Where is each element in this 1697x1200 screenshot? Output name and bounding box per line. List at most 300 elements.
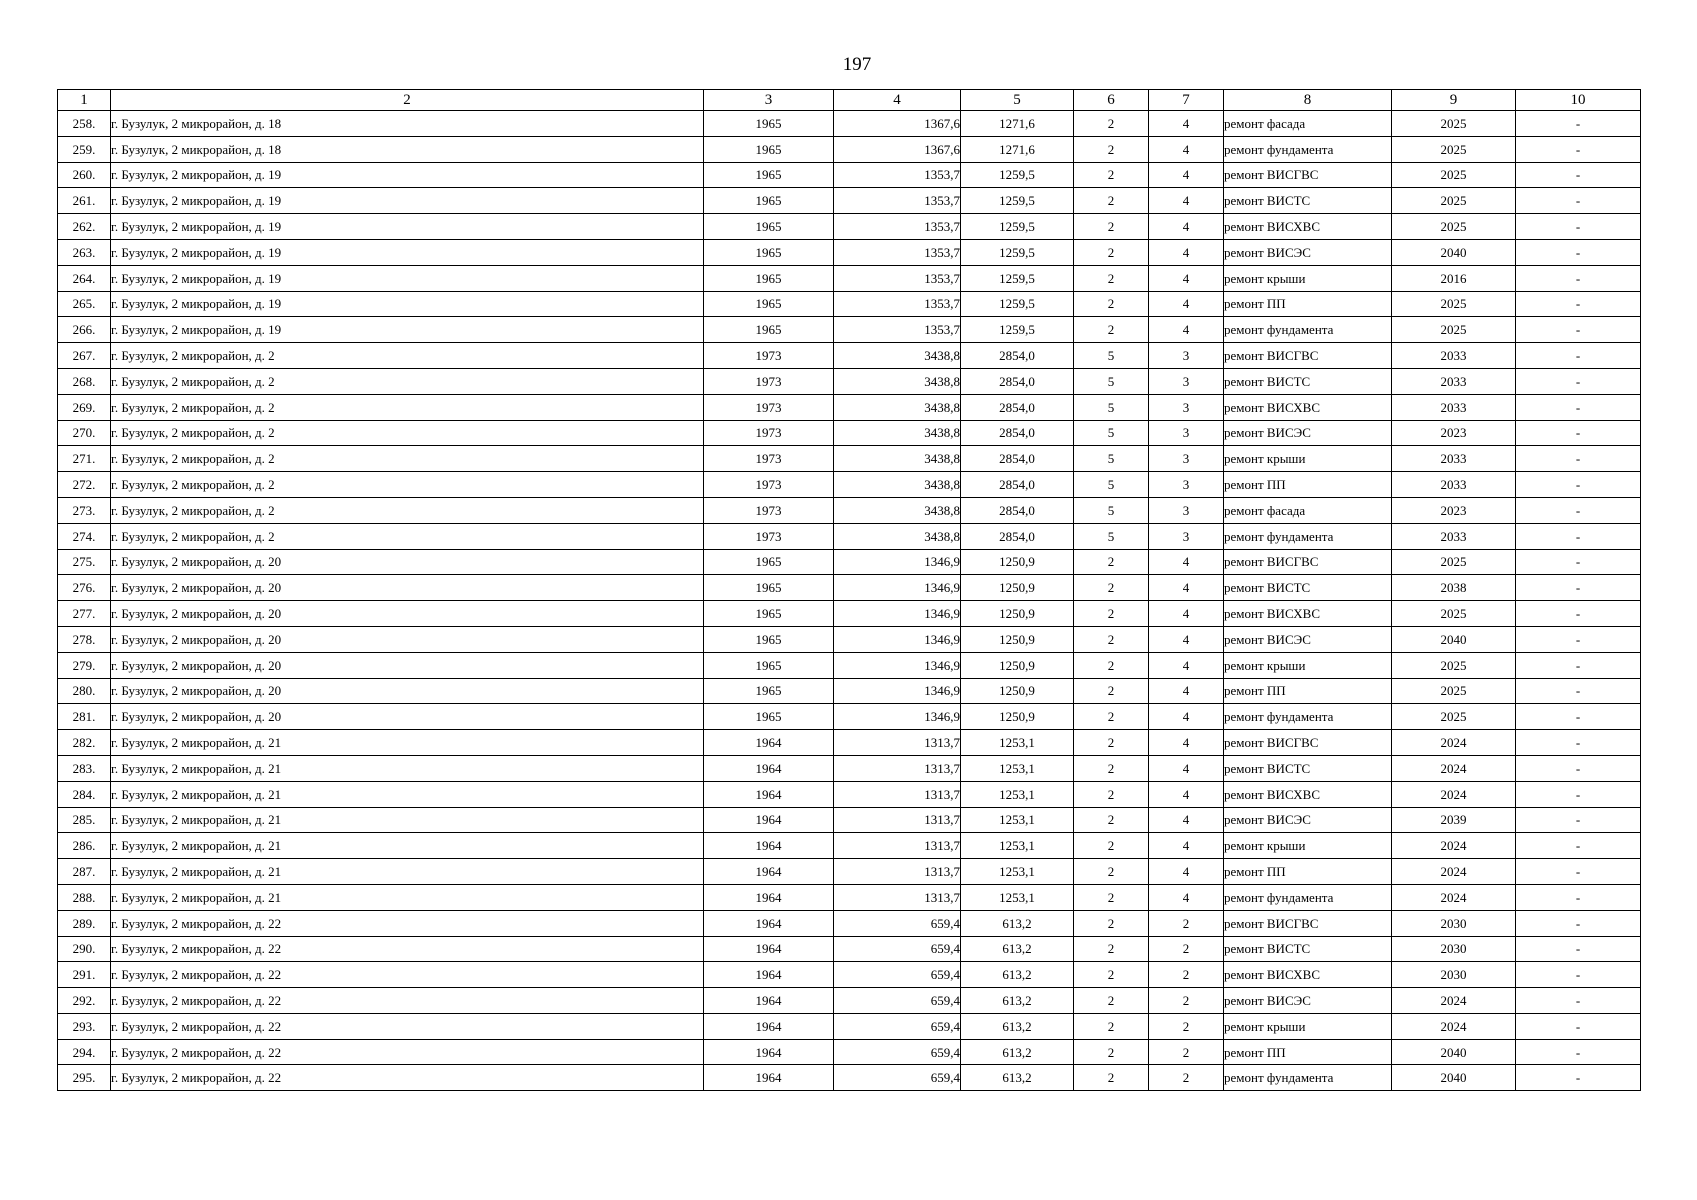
work-type-cell: ремонт ВИСЭС	[1224, 626, 1392, 652]
row-number-cell: 283.	[58, 755, 111, 781]
address-cell: г. Бузулук, 2 микрорайон, д. 20	[111, 626, 704, 652]
year-cell: 1965	[704, 549, 834, 575]
living-area-cell: 1259,5	[961, 317, 1074, 343]
note-cell: -	[1516, 807, 1641, 833]
address-cell: г. Бузулук, 2 микрорайон, д. 22	[111, 910, 704, 936]
note-cell: -	[1516, 1013, 1641, 1039]
total-area-cell: 1313,7	[834, 781, 961, 807]
address-cell: г. Бузулук, 2 микрорайон, д. 2	[111, 497, 704, 523]
floors-cell: 2	[1074, 188, 1149, 214]
table-row	[58, 730, 1641, 756]
year-cell: 1964	[704, 755, 834, 781]
total-area-cell: 3438,8	[834, 446, 961, 472]
year-cell: 1965	[704, 652, 834, 678]
work-type-cell: ремонт ВИСГВС	[1224, 910, 1392, 936]
row-number-cell: 293.	[58, 1013, 111, 1039]
total-area-cell: 1313,7	[834, 807, 961, 833]
planned-year-cell: 2025	[1392, 704, 1516, 730]
planned-year-cell: 2033	[1392, 446, 1516, 472]
total-area-cell: 3438,8	[834, 394, 961, 420]
year-cell: 1965	[704, 575, 834, 601]
total-area-cell: 1346,9	[834, 626, 961, 652]
floors-cell: 2	[1074, 291, 1149, 317]
planned-year-cell: 2023	[1392, 420, 1516, 446]
planned-year-cell: 2033	[1392, 523, 1516, 549]
table-row	[58, 1039, 1641, 1065]
living-area-cell: 1271,6	[961, 136, 1074, 162]
work-type-cell: ремонт ВИСТС	[1224, 368, 1392, 394]
living-area-cell: 1253,1	[961, 884, 1074, 910]
living-area-cell: 1250,9	[961, 601, 1074, 627]
living-area-cell: 1253,1	[961, 807, 1074, 833]
planned-year-cell: 2024	[1392, 781, 1516, 807]
address-cell: г. Бузулук, 2 микрорайон, д. 22	[111, 988, 704, 1014]
address-cell: г. Бузулук, 2 микрорайон, д. 22	[111, 936, 704, 962]
year-cell: 1965	[704, 265, 834, 291]
table-header-row	[58, 90, 1641, 111]
living-area-cell: 613,2	[961, 1039, 1074, 1065]
address-cell: г. Бузулук, 2 микрорайон, д. 21	[111, 755, 704, 781]
entrances-cell: 3	[1149, 446, 1224, 472]
year-cell: 1973	[704, 523, 834, 549]
entrances-cell: 2	[1149, 936, 1224, 962]
living-area-cell: 1253,1	[961, 859, 1074, 885]
living-area-cell: 1259,5	[961, 265, 1074, 291]
entrances-cell: 4	[1149, 136, 1224, 162]
planned-year-cell: 2016	[1392, 265, 1516, 291]
work-type-cell: ремонт ВИСЭС	[1224, 239, 1392, 265]
table-row	[58, 601, 1641, 627]
work-type-cell: ремонт фундамента	[1224, 523, 1392, 549]
year-cell: 1965	[704, 188, 834, 214]
note-cell: -	[1516, 936, 1641, 962]
total-area-cell: 1367,6	[834, 136, 961, 162]
year-cell: 1973	[704, 368, 834, 394]
note-cell: -	[1516, 343, 1641, 369]
work-type-cell: ремонт ВИСЭС	[1224, 807, 1392, 833]
floors-cell: 2	[1074, 575, 1149, 601]
floors-cell: 5	[1074, 394, 1149, 420]
work-type-cell: ремонт ПП	[1224, 291, 1392, 317]
total-area-cell: 659,4	[834, 962, 961, 988]
work-type-cell: ремонт ВИСТС	[1224, 188, 1392, 214]
address-cell: г. Бузулук, 2 микрорайон, д. 22	[111, 962, 704, 988]
row-number-cell: 264.	[58, 265, 111, 291]
living-area-cell: 613,2	[961, 988, 1074, 1014]
floors-cell: 2	[1074, 910, 1149, 936]
entrances-cell: 4	[1149, 755, 1224, 781]
living-area-cell: 1259,5	[961, 162, 1074, 188]
table-row	[58, 111, 1641, 137]
living-area-cell: 2854,0	[961, 343, 1074, 369]
row-number-cell: 282.	[58, 730, 111, 756]
table-row	[58, 884, 1641, 910]
address-cell: г. Бузулук, 2 микрорайон, д. 20	[111, 601, 704, 627]
floors-cell: 2	[1074, 988, 1149, 1014]
entrances-cell: 4	[1149, 239, 1224, 265]
entrances-cell: 4	[1149, 652, 1224, 678]
row-number-cell: 277.	[58, 601, 111, 627]
total-area-cell: 1346,9	[834, 678, 961, 704]
planned-year-cell: 2024	[1392, 884, 1516, 910]
total-area-cell: 659,4	[834, 1013, 961, 1039]
address-cell: г. Бузулук, 2 микрорайон, д. 21	[111, 730, 704, 756]
year-cell: 1964	[704, 859, 834, 885]
address-cell: г. Бузулук, 2 микрорайон, д. 19	[111, 265, 704, 291]
work-type-cell: ремонт ВИСГВС	[1224, 549, 1392, 575]
address-cell: г. Бузулук, 2 микрорайон, д. 18	[111, 111, 704, 137]
table-row	[58, 704, 1641, 730]
year-cell: 1964	[704, 1039, 834, 1065]
row-number-cell: 262.	[58, 214, 111, 240]
planned-year-cell: 2033	[1392, 394, 1516, 420]
year-cell: 1965	[704, 704, 834, 730]
planned-year-cell: 2023	[1392, 497, 1516, 523]
floors-cell: 2	[1074, 626, 1149, 652]
total-area-cell: 1346,9	[834, 549, 961, 575]
planned-year-cell: 2033	[1392, 368, 1516, 394]
floors-cell: 5	[1074, 446, 1149, 472]
address-cell: г. Бузулук, 2 микрорайон, д. 2	[111, 446, 704, 472]
year-cell: 1965	[704, 601, 834, 627]
row-number-cell: 290.	[58, 936, 111, 962]
living-area-cell: 613,2	[961, 962, 1074, 988]
address-cell: г. Бузулук, 2 микрорайон, д. 19	[111, 214, 704, 240]
note-cell: -	[1516, 523, 1641, 549]
year-cell: 1964	[704, 936, 834, 962]
work-type-cell: ремонт крыши	[1224, 652, 1392, 678]
address-cell: г. Бузулук, 2 микрорайон, д. 20	[111, 678, 704, 704]
planned-year-cell: 2025	[1392, 111, 1516, 137]
planned-year-cell: 2033	[1392, 472, 1516, 498]
living-area-cell: 613,2	[961, 1013, 1074, 1039]
total-area-cell: 1353,7	[834, 239, 961, 265]
note-cell: -	[1516, 730, 1641, 756]
floors-cell: 5	[1074, 368, 1149, 394]
entrances-cell: 4	[1149, 188, 1224, 214]
work-type-cell: ремонт ВИСЭС	[1224, 420, 1392, 446]
work-type-cell: ремонт ВИСТС	[1224, 575, 1392, 601]
total-area-cell: 659,4	[834, 988, 961, 1014]
table-row	[58, 188, 1641, 214]
planned-year-cell: 2040	[1392, 239, 1516, 265]
table-row	[58, 549, 1641, 575]
planned-year-cell: 2025	[1392, 317, 1516, 343]
table-row	[58, 1065, 1641, 1091]
floors-cell: 2	[1074, 704, 1149, 730]
floors-cell: 2	[1074, 317, 1149, 343]
planned-year-cell: 2024	[1392, 833, 1516, 859]
living-area-cell: 1253,1	[961, 755, 1074, 781]
address-cell: г. Бузулук, 2 микрорайон, д. 22	[111, 1013, 704, 1039]
year-cell: 1973	[704, 420, 834, 446]
entrances-cell: 4	[1149, 549, 1224, 575]
column-header: 7	[1149, 90, 1224, 111]
column-header: 10	[1516, 90, 1641, 111]
column-header: 8	[1224, 90, 1392, 111]
year-cell: 1965	[704, 111, 834, 137]
table-row	[58, 368, 1641, 394]
entrances-cell: 4	[1149, 678, 1224, 704]
row-number-cell: 272.	[58, 472, 111, 498]
note-cell: -	[1516, 394, 1641, 420]
note-cell: -	[1516, 652, 1641, 678]
row-number-cell: 269.	[58, 394, 111, 420]
planned-year-cell: 2040	[1392, 1039, 1516, 1065]
entrances-cell: 4	[1149, 111, 1224, 137]
work-type-cell: ремонт ВИСГВС	[1224, 162, 1392, 188]
row-number-cell: 278.	[58, 626, 111, 652]
floors-cell: 2	[1074, 755, 1149, 781]
planned-year-cell: 2024	[1392, 859, 1516, 885]
note-cell: -	[1516, 136, 1641, 162]
floors-cell: 2	[1074, 833, 1149, 859]
year-cell: 1964	[704, 988, 834, 1014]
note-cell: -	[1516, 704, 1641, 730]
table-row	[58, 807, 1641, 833]
address-cell: г. Бузулук, 2 микрорайон, д. 19	[111, 317, 704, 343]
floors-cell: 2	[1074, 1039, 1149, 1065]
entrances-cell: 2	[1149, 962, 1224, 988]
floors-cell: 2	[1074, 1065, 1149, 1091]
work-type-cell: ремонт фасада	[1224, 497, 1392, 523]
column-header: 6	[1074, 90, 1149, 111]
work-type-cell: ремонт фасада	[1224, 111, 1392, 137]
entrances-cell: 4	[1149, 317, 1224, 343]
table-row	[58, 472, 1641, 498]
total-area-cell: 1313,7	[834, 730, 961, 756]
row-number-cell: 261.	[58, 188, 111, 214]
floors-cell: 2	[1074, 807, 1149, 833]
year-cell: 1965	[704, 239, 834, 265]
work-type-cell: ремонт ПП	[1224, 1039, 1392, 1065]
year-cell: 1965	[704, 162, 834, 188]
work-type-cell: ремонт фундамента	[1224, 136, 1392, 162]
living-area-cell: 1253,1	[961, 781, 1074, 807]
row-number-cell: 287.	[58, 859, 111, 885]
living-area-cell: 1250,9	[961, 549, 1074, 575]
note-cell: -	[1516, 111, 1641, 137]
entrances-cell: 4	[1149, 265, 1224, 291]
living-area-cell: 1271,6	[961, 111, 1074, 137]
work-type-cell: ремонт ВИСХВС	[1224, 781, 1392, 807]
living-area-cell: 2854,0	[961, 472, 1074, 498]
note-cell: -	[1516, 678, 1641, 704]
planned-year-cell: 2033	[1392, 343, 1516, 369]
work-type-cell: ремонт крыши	[1224, 833, 1392, 859]
floors-cell: 2	[1074, 678, 1149, 704]
row-number-cell: 270.	[58, 420, 111, 446]
planned-year-cell: 2025	[1392, 136, 1516, 162]
address-cell: г. Бузулук, 2 микрорайон, д. 2	[111, 523, 704, 549]
note-cell: -	[1516, 626, 1641, 652]
address-cell: г. Бузулук, 2 микрорайон, д. 21	[111, 807, 704, 833]
row-number-cell: 265.	[58, 291, 111, 317]
planned-year-cell: 2024	[1392, 730, 1516, 756]
note-cell: -	[1516, 601, 1641, 627]
note-cell: -	[1516, 214, 1641, 240]
column-header: 2	[111, 90, 704, 111]
year-cell: 1964	[704, 1013, 834, 1039]
planned-year-cell: 2030	[1392, 962, 1516, 988]
row-number-cell: 271.	[58, 446, 111, 472]
planned-year-cell: 2025	[1392, 162, 1516, 188]
address-cell: г. Бузулук, 2 микрорайон, д. 22	[111, 1039, 704, 1065]
work-type-cell: ремонт ПП	[1224, 678, 1392, 704]
entrances-cell: 3	[1149, 420, 1224, 446]
work-type-cell: ремонт ВИСХВС	[1224, 601, 1392, 627]
floors-cell: 2	[1074, 730, 1149, 756]
table-row	[58, 291, 1641, 317]
living-area-cell: 1259,5	[961, 188, 1074, 214]
entrances-cell: 4	[1149, 704, 1224, 730]
floors-cell: 2	[1074, 601, 1149, 627]
entrances-cell: 4	[1149, 859, 1224, 885]
planned-year-cell: 2030	[1392, 910, 1516, 936]
total-area-cell: 3438,8	[834, 368, 961, 394]
row-number-cell: 294.	[58, 1039, 111, 1065]
entrances-cell: 3	[1149, 394, 1224, 420]
table-row	[58, 214, 1641, 240]
work-type-cell: ремонт ПП	[1224, 472, 1392, 498]
address-cell: г. Бузулук, 2 микрорайон, д. 20	[111, 549, 704, 575]
total-area-cell: 1353,7	[834, 188, 961, 214]
row-number-cell: 280.	[58, 678, 111, 704]
floors-cell: 2	[1074, 652, 1149, 678]
living-area-cell: 1250,9	[961, 575, 1074, 601]
floors-cell: 2	[1074, 859, 1149, 885]
total-area-cell: 659,4	[834, 1039, 961, 1065]
floors-cell: 5	[1074, 523, 1149, 549]
planned-year-cell: 2030	[1392, 936, 1516, 962]
total-area-cell: 1346,9	[834, 652, 961, 678]
row-number-cell: 259.	[58, 136, 111, 162]
row-number-cell: 274.	[58, 523, 111, 549]
row-number-cell: 289.	[58, 910, 111, 936]
total-area-cell: 659,4	[834, 936, 961, 962]
planned-year-cell: 2024	[1392, 1013, 1516, 1039]
table-body	[58, 111, 1641, 1091]
column-header: 4	[834, 90, 961, 111]
note-cell: -	[1516, 472, 1641, 498]
row-number-cell: 279.	[58, 652, 111, 678]
floors-cell: 2	[1074, 884, 1149, 910]
year-cell: 1965	[704, 136, 834, 162]
data-table	[57, 89, 1641, 1091]
work-type-cell: ремонт крыши	[1224, 446, 1392, 472]
total-area-cell: 1346,9	[834, 601, 961, 627]
address-cell: г. Бузулук, 2 микрорайон, д. 19	[111, 162, 704, 188]
address-cell: г. Бузулук, 2 микрорайон, д. 2	[111, 472, 704, 498]
total-area-cell: 1346,9	[834, 704, 961, 730]
address-cell: г. Бузулук, 2 микрорайон, д. 21	[111, 833, 704, 859]
work-type-cell: ремонт ВИСТС	[1224, 936, 1392, 962]
address-cell: г. Бузулук, 2 микрорайон, д. 2	[111, 368, 704, 394]
total-area-cell: 1346,9	[834, 575, 961, 601]
row-number-cell: 286.	[58, 833, 111, 859]
note-cell: -	[1516, 446, 1641, 472]
entrances-cell: 4	[1149, 162, 1224, 188]
entrances-cell: 2	[1149, 988, 1224, 1014]
year-cell: 1964	[704, 730, 834, 756]
entrances-cell: 3	[1149, 368, 1224, 394]
entrances-cell: 3	[1149, 523, 1224, 549]
total-area-cell: 3438,8	[834, 420, 961, 446]
living-area-cell: 2854,0	[961, 420, 1074, 446]
note-cell: -	[1516, 317, 1641, 343]
planned-year-cell: 2040	[1392, 626, 1516, 652]
work-type-cell: ремонт ВИСХВС	[1224, 214, 1392, 240]
row-number-cell: 273.	[58, 497, 111, 523]
floors-cell: 2	[1074, 111, 1149, 137]
year-cell: 1964	[704, 1065, 834, 1091]
living-area-cell: 1259,5	[961, 214, 1074, 240]
year-cell: 1964	[704, 910, 834, 936]
work-type-cell: ремонт ВИСХВС	[1224, 394, 1392, 420]
table-row	[58, 265, 1641, 291]
floors-cell: 5	[1074, 420, 1149, 446]
note-cell: -	[1516, 884, 1641, 910]
table-row	[58, 988, 1641, 1014]
year-cell: 1964	[704, 962, 834, 988]
row-number-cell: 292.	[58, 988, 111, 1014]
year-cell: 1973	[704, 472, 834, 498]
note-cell: -	[1516, 781, 1641, 807]
table-row	[58, 394, 1641, 420]
note-cell: -	[1516, 368, 1641, 394]
address-cell: г. Бузулук, 2 микрорайон, д. 20	[111, 652, 704, 678]
table-row	[58, 781, 1641, 807]
row-number-cell: 260.	[58, 162, 111, 188]
note-cell: -	[1516, 1039, 1641, 1065]
floors-cell: 5	[1074, 343, 1149, 369]
year-cell: 1965	[704, 291, 834, 317]
note-cell: -	[1516, 265, 1641, 291]
living-area-cell: 613,2	[961, 910, 1074, 936]
year-cell: 1973	[704, 394, 834, 420]
living-area-cell: 613,2	[961, 936, 1074, 962]
row-number-cell: 295.	[58, 1065, 111, 1091]
note-cell: -	[1516, 162, 1641, 188]
table-row	[58, 962, 1641, 988]
row-number-cell: 284.	[58, 781, 111, 807]
total-area-cell: 659,4	[834, 1065, 961, 1091]
floors-cell: 2	[1074, 239, 1149, 265]
planned-year-cell: 2024	[1392, 755, 1516, 781]
column-header: 3	[704, 90, 834, 111]
table-row	[58, 1013, 1641, 1039]
table-row	[58, 859, 1641, 885]
total-area-cell: 1313,7	[834, 884, 961, 910]
table-row	[58, 497, 1641, 523]
address-cell: г. Бузулук, 2 микрорайон, д. 21	[111, 859, 704, 885]
entrances-cell: 4	[1149, 833, 1224, 859]
table-row	[58, 343, 1641, 369]
note-cell: -	[1516, 910, 1641, 936]
address-cell: г. Бузулук, 2 микрорайон, д. 19	[111, 291, 704, 317]
table-row	[58, 626, 1641, 652]
floors-cell: 2	[1074, 936, 1149, 962]
entrances-cell: 2	[1149, 910, 1224, 936]
table-row	[58, 575, 1641, 601]
note-cell: -	[1516, 497, 1641, 523]
address-cell: г. Бузулук, 2 микрорайон, д. 21	[111, 884, 704, 910]
living-area-cell: 1259,5	[961, 239, 1074, 265]
row-number-cell: 285.	[58, 807, 111, 833]
address-cell: г. Бузулук, 2 микрорайон, д. 2	[111, 343, 704, 369]
address-cell: г. Бузулук, 2 микрорайон, д. 20	[111, 575, 704, 601]
entrances-cell: 4	[1149, 884, 1224, 910]
